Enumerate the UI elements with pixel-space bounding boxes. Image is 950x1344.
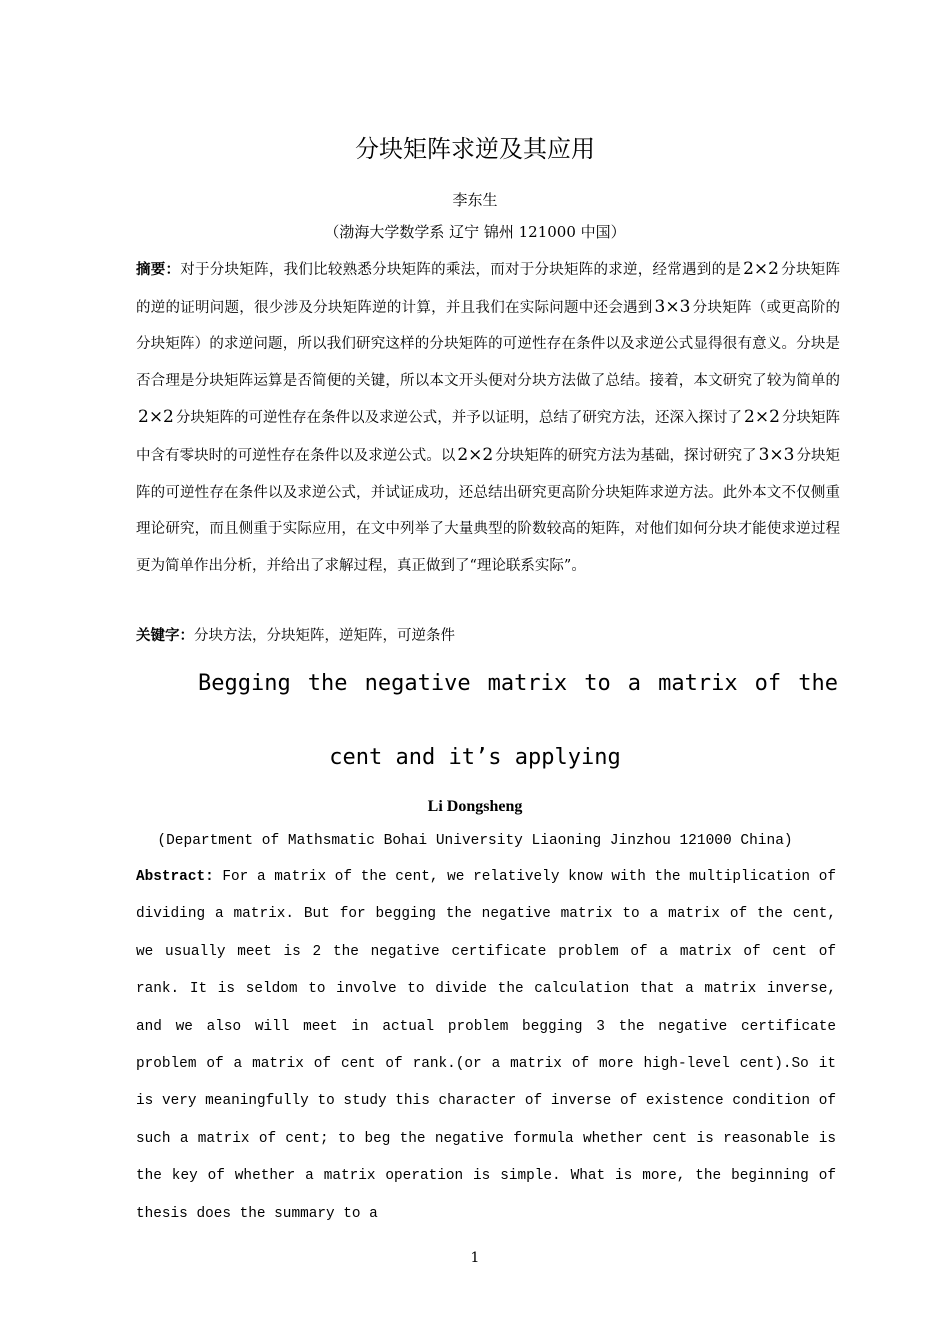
matrix-dimension: 2×2 xyxy=(743,259,779,279)
chinese-abstract xyxy=(136,251,840,584)
english-title-line-2: cent and it’s applying xyxy=(329,745,621,770)
matrix-dimension: 2×2 xyxy=(457,444,494,465)
chinese-affiliation: （渤海大学数学系 辽宁 锦州 121000 中国） xyxy=(324,223,626,241)
english-author: Li Dongsheng xyxy=(427,798,523,815)
chinese-title: 分块矩阵求逆及其应用 xyxy=(355,135,595,163)
matrix-dimension: 3×3 xyxy=(758,444,795,465)
chinese-abstract-text: 分块矩阵的研究方法为基础，探讨研究了 xyxy=(495,447,757,464)
english-abstract-label: Abstract: xyxy=(136,869,214,885)
matrix-dimension: 3×3 xyxy=(654,296,691,317)
english-title-line-1: Begging the negative matrix to a matrix of the xyxy=(198,671,838,696)
page-number: 1 xyxy=(470,1250,480,1266)
english-abstract xyxy=(136,859,836,1233)
english-abstract-text: For a matrix of the cent, we relatively know with the multiplication of dividing a matrix. But for begging the negative matrix to a matrix of the cent, we usually meet is 2 the negative certificate problem of a matrix of cent of rank. It is seldom to involve to divide the calculation that a matrix inverse, and we also will meet in actual problem begging 3 the negative certificate problem of a matrix of cent of rank.(or a matrix of more high-level cent).So it is very meaningfully to study this character of inverse of existence condition of such a matrix of cent; to beg the negative formula whether cent is reasonable is the key of whether a matrix operation is simple. What is more, the beginning of thesis does the summary to a xyxy=(136,869,836,1222)
chinese-abstract-text: 分块矩阵的可逆性存在条件以及求逆公式，并予以证明，总结了研究方法，还深入探讨了 xyxy=(175,410,743,427)
chinese-abstract-label: 摘要： xyxy=(136,262,181,278)
english-affiliation: (Department of Mathsmatic Bohai University Liaoning Jinzhou 121000 China) xyxy=(157,833,793,849)
chinese-abstract-text: 分块矩阵的逆的证明问题，很少涉及分块矩阵逆的计算，并且我们在实际问题中还会遇到 xyxy=(136,262,841,316)
chinese-keywords xyxy=(136,624,840,648)
chinese-keywords-text: 分块方法，分块矩阵，逆矩阵，可逆条件 xyxy=(194,628,455,644)
matrix-dimension: 2×2 xyxy=(744,407,780,428)
chinese-abstract-text: 分块矩阵（或更高阶的分块矩阵）的求逆问题，所以我们研究这样的分块矩阵的可逆性存在条件以及求逆公式显得很有意义。分块是否合理是分块矩阵运算是否简便的关键，所以本文开头便对分块方法做了总结。接着，本文研究了较为简单的 xyxy=(136,299,841,389)
chinese-abstract-text: 分块矩阵的可逆性存在条件以及求逆公式，并试证成功，还总结出研究更高阶分块矩阵求逆方法。此外本文不仅侧重理论研究，而且侧重于实际应用，在文中列举了大量典型的阶数较高的矩阵，对他们如何分块才能使求逆过程更为简单作出分析，并给出了求解过程，真正做到了“理论联系实际”。 xyxy=(136,447,841,574)
chinese-author: 李东生 xyxy=(452,191,498,209)
chinese-abstract-text: 对于分块矩阵，我们比较熟悉分块矩阵的乘法，而对于分块矩阵的求逆，经常遇到的是 xyxy=(180,262,742,278)
chinese-keywords-label: 关键字： xyxy=(136,628,194,644)
matrix-dimension: 2×2 xyxy=(138,407,174,428)
chinese-abstract-text: 分块矩阵中含有零块时的可逆性存在条件以及求逆公式。以 xyxy=(136,410,841,464)
